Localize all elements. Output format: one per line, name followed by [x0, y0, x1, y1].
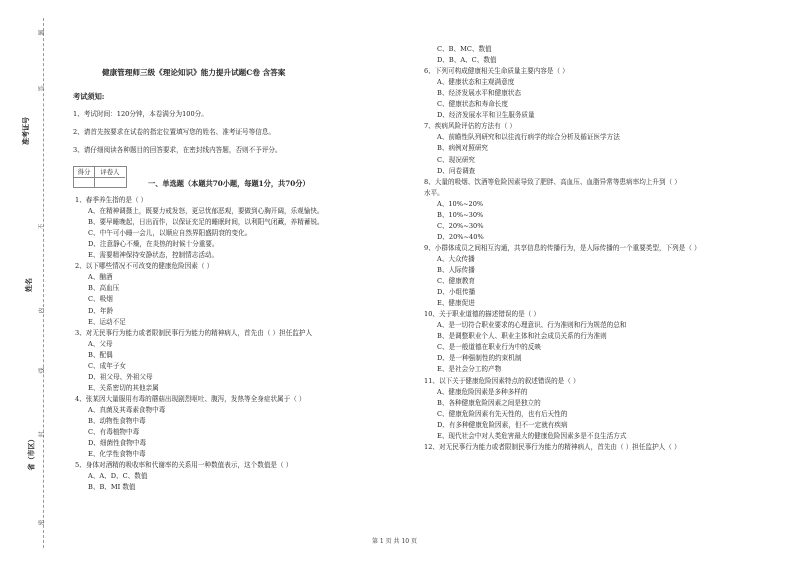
- question-stem: 8、大量的吸烟、饮酒等危险因素导致了肥胖、高血压、血脂异常等患病率均上升到（ ）: [424, 177, 681, 186]
- question-option: E、需要精神保持安静状态，控制情志活动。: [88, 251, 219, 260]
- question-option: C、有毒植物中毒: [88, 428, 140, 437]
- question-option: C、成年子女: [88, 361, 127, 370]
- score-label: 得分: [74, 167, 95, 178]
- question-option: E、化学性食物中毒: [88, 450, 146, 459]
- question-stem-continued: 水平。: [424, 188, 444, 197]
- question-stem: 7、疾病风险评估的方法有（ ）: [424, 122, 517, 131]
- question-option: A、10%~20%: [437, 199, 484, 208]
- question-option: C、吸烟: [88, 295, 113, 304]
- question-option: D、年龄: [88, 306, 114, 315]
- question-stem: 1、春季养生指的是（ ）: [75, 196, 148, 204]
- question-option: A、健康危险因素是多种多样的: [437, 387, 528, 396]
- question-option: D、小组传播: [437, 288, 476, 297]
- question-option: E、现代社会中对人类危害最大的健康危险因素多是不良生活方式: [437, 431, 627, 440]
- question-option: D、经济发展水平和卫生服务质量: [437, 111, 535, 120]
- margin-label-name: 姓名: [24, 278, 33, 292]
- question-stem: 3、对无民事行为能力或者限制民事行为能力的精神病人，首先由（ ）担任监护人: [75, 328, 313, 337]
- notice-item: 2、请首先按要求在试卷的指定位置填写您的姓名、准考证号等信息。: [73, 128, 276, 136]
- question-option: C、是一般道德在职业行为中的反映: [437, 343, 541, 352]
- grader-label: 评卷人: [95, 167, 125, 178]
- question-option: A、前瞻性队列研究和以往流行病学的综合分析及循证医学方法: [437, 133, 620, 142]
- question-stem: 9、小群体成员之间相互沟通，共享信息的传播行为，是人际传播的一个重要类型，下列是（ ）: [424, 243, 701, 252]
- question-option: B、B、MI 数值: [88, 483, 136, 492]
- question-stem: 2、以下哪些情况不可改变的健康危险因素（ ）: [75, 262, 214, 271]
- question-option: B、配偶: [88, 350, 113, 359]
- page-footer: 第 1 页 共 10 页: [372, 538, 417, 545]
- question-stem: 10、关于职业道德的描述错误的是（ ）: [424, 310, 540, 319]
- margin-mark: 答: [38, 85, 46, 92]
- score-box: [73, 166, 127, 188]
- margin-mark: 密: [38, 519, 46, 526]
- question-option: D、注意静心不燥，在炎热的时候十分重要。: [88, 240, 219, 249]
- question-option: D、是一种强制性的约束机制: [437, 354, 522, 363]
- question-option: D、有多种健康危险因素，但不一定就有疾病: [437, 420, 568, 429]
- question-option: E、关系密切的其他亲属: [88, 383, 159, 392]
- notice-item: 1、考试时间：120分钟，本卷满分为100分。: [73, 110, 208, 118]
- question-option: A、酗酒: [88, 273, 113, 282]
- question-option: A、是一切符合职业要求的心理意识、行为准则和行为规范的总和: [437, 321, 627, 330]
- question-option: C、中午可小睡一会儿，以顺应自然界阳盛阴衰的变化。: [88, 229, 252, 238]
- question-option: B、是调整职业个人、职业主体和社会成员关系的行为准则: [437, 332, 607, 341]
- page-title: 健康管理师三级《理论知识》能力提升试题C卷 含答案: [102, 68, 286, 77]
- question-option: A、A、D、C、数值: [88, 472, 148, 481]
- question-option: A、大众传播: [437, 254, 475, 263]
- question-option: B、要早睡晚起，日出而作，以保证充足的睡眠时间，以利阳气闭藏，养精蓄锐。: [88, 218, 324, 227]
- question-option: B、10%~30%: [437, 210, 484, 219]
- section-title: 一、单选题（本题共70小题，每题1分，共70分）: [148, 179, 310, 188]
- margin-label-exam-number: 准考证号: [21, 117, 30, 145]
- question-option: D、B、A、C、数值: [437, 56, 497, 65]
- question-option: A、健康状态和主观满意度: [437, 78, 515, 87]
- question-option: B、高血压: [88, 284, 120, 293]
- question-stem: 12、对无民事行为能力或者限制民事行为能力的精神病人，首先由（ ）担任监护人（ ）: [424, 442, 681, 451]
- margin-mark: 题: [38, 29, 46, 36]
- question-option: C、20%~30%: [437, 221, 484, 230]
- question-option: C、健康教育: [437, 277, 476, 286]
- question-option: E、健康促进: [437, 299, 475, 308]
- question-option: C、现况研究: [437, 155, 476, 164]
- question-option: E、运动不足: [88, 317, 126, 326]
- margin-mark: 内: [38, 307, 46, 314]
- notice-heading: 考试须知:: [73, 92, 105, 101]
- question-option: D、问卷调查: [437, 166, 476, 175]
- margin-mark: 不: [38, 223, 46, 230]
- question-option: D、祖父母、外祖父母: [88, 372, 153, 381]
- question-option: A、在精神调摄上，既要力戒发怒，更忌忧郁恶观，要做到心胸开阔，乐观愉快。: [88, 207, 324, 216]
- binding-line: [43, 18, 44, 548]
- margin-mark: 线: [38, 367, 46, 374]
- question-option: C、健康状态和寿命长度: [437, 100, 508, 109]
- question-option: B、病例对照研究: [437, 144, 489, 153]
- question-stem: 4、张某因大量服用有毒的蘑菇出现剧烈呕吐、腹泻，发热等全身症状属于（ ）: [75, 394, 306, 403]
- question-option: E、是社会分工的产物: [437, 365, 502, 374]
- question-stem: 11、以下关于健康危险因素特点的叙述错误的是（ ）: [424, 376, 580, 385]
- question-option: D、20%~40%: [437, 232, 484, 241]
- question-stem: 5、身体对酒精的吸收率和代谢率的关系用一种数值表示，这个数值是（ ）: [75, 461, 293, 470]
- question-option: C、B、MC、数值: [437, 45, 492, 53]
- question-option: A、真菌及其毒素食物中毒: [88, 405, 166, 414]
- question-option: D、细菌性食物中毒: [88, 439, 147, 448]
- question-option: B、各种健康危险因素之间是独立的: [437, 398, 541, 407]
- notice-item: 3、请仔细阅读各种题目的回答要求，在密封线内答题，否则不予评分。: [73, 146, 282, 154]
- margin-label-province: 省（市区）: [26, 435, 36, 471]
- question-option: C、健康危险因素有先天性的，也有后天性的: [437, 409, 568, 418]
- margin-mark: 封: [38, 431, 46, 438]
- question-option: B、动物性食物中毒: [88, 417, 146, 425]
- question-stem: 6、下列可构成健康相关生命质量主要内容是（ ）: [424, 67, 569, 76]
- question-option: B、经济发展水平和健康状态: [437, 89, 521, 98]
- question-option: B、人际传播: [437, 266, 475, 274]
- question-option: A、父母: [88, 339, 113, 348]
